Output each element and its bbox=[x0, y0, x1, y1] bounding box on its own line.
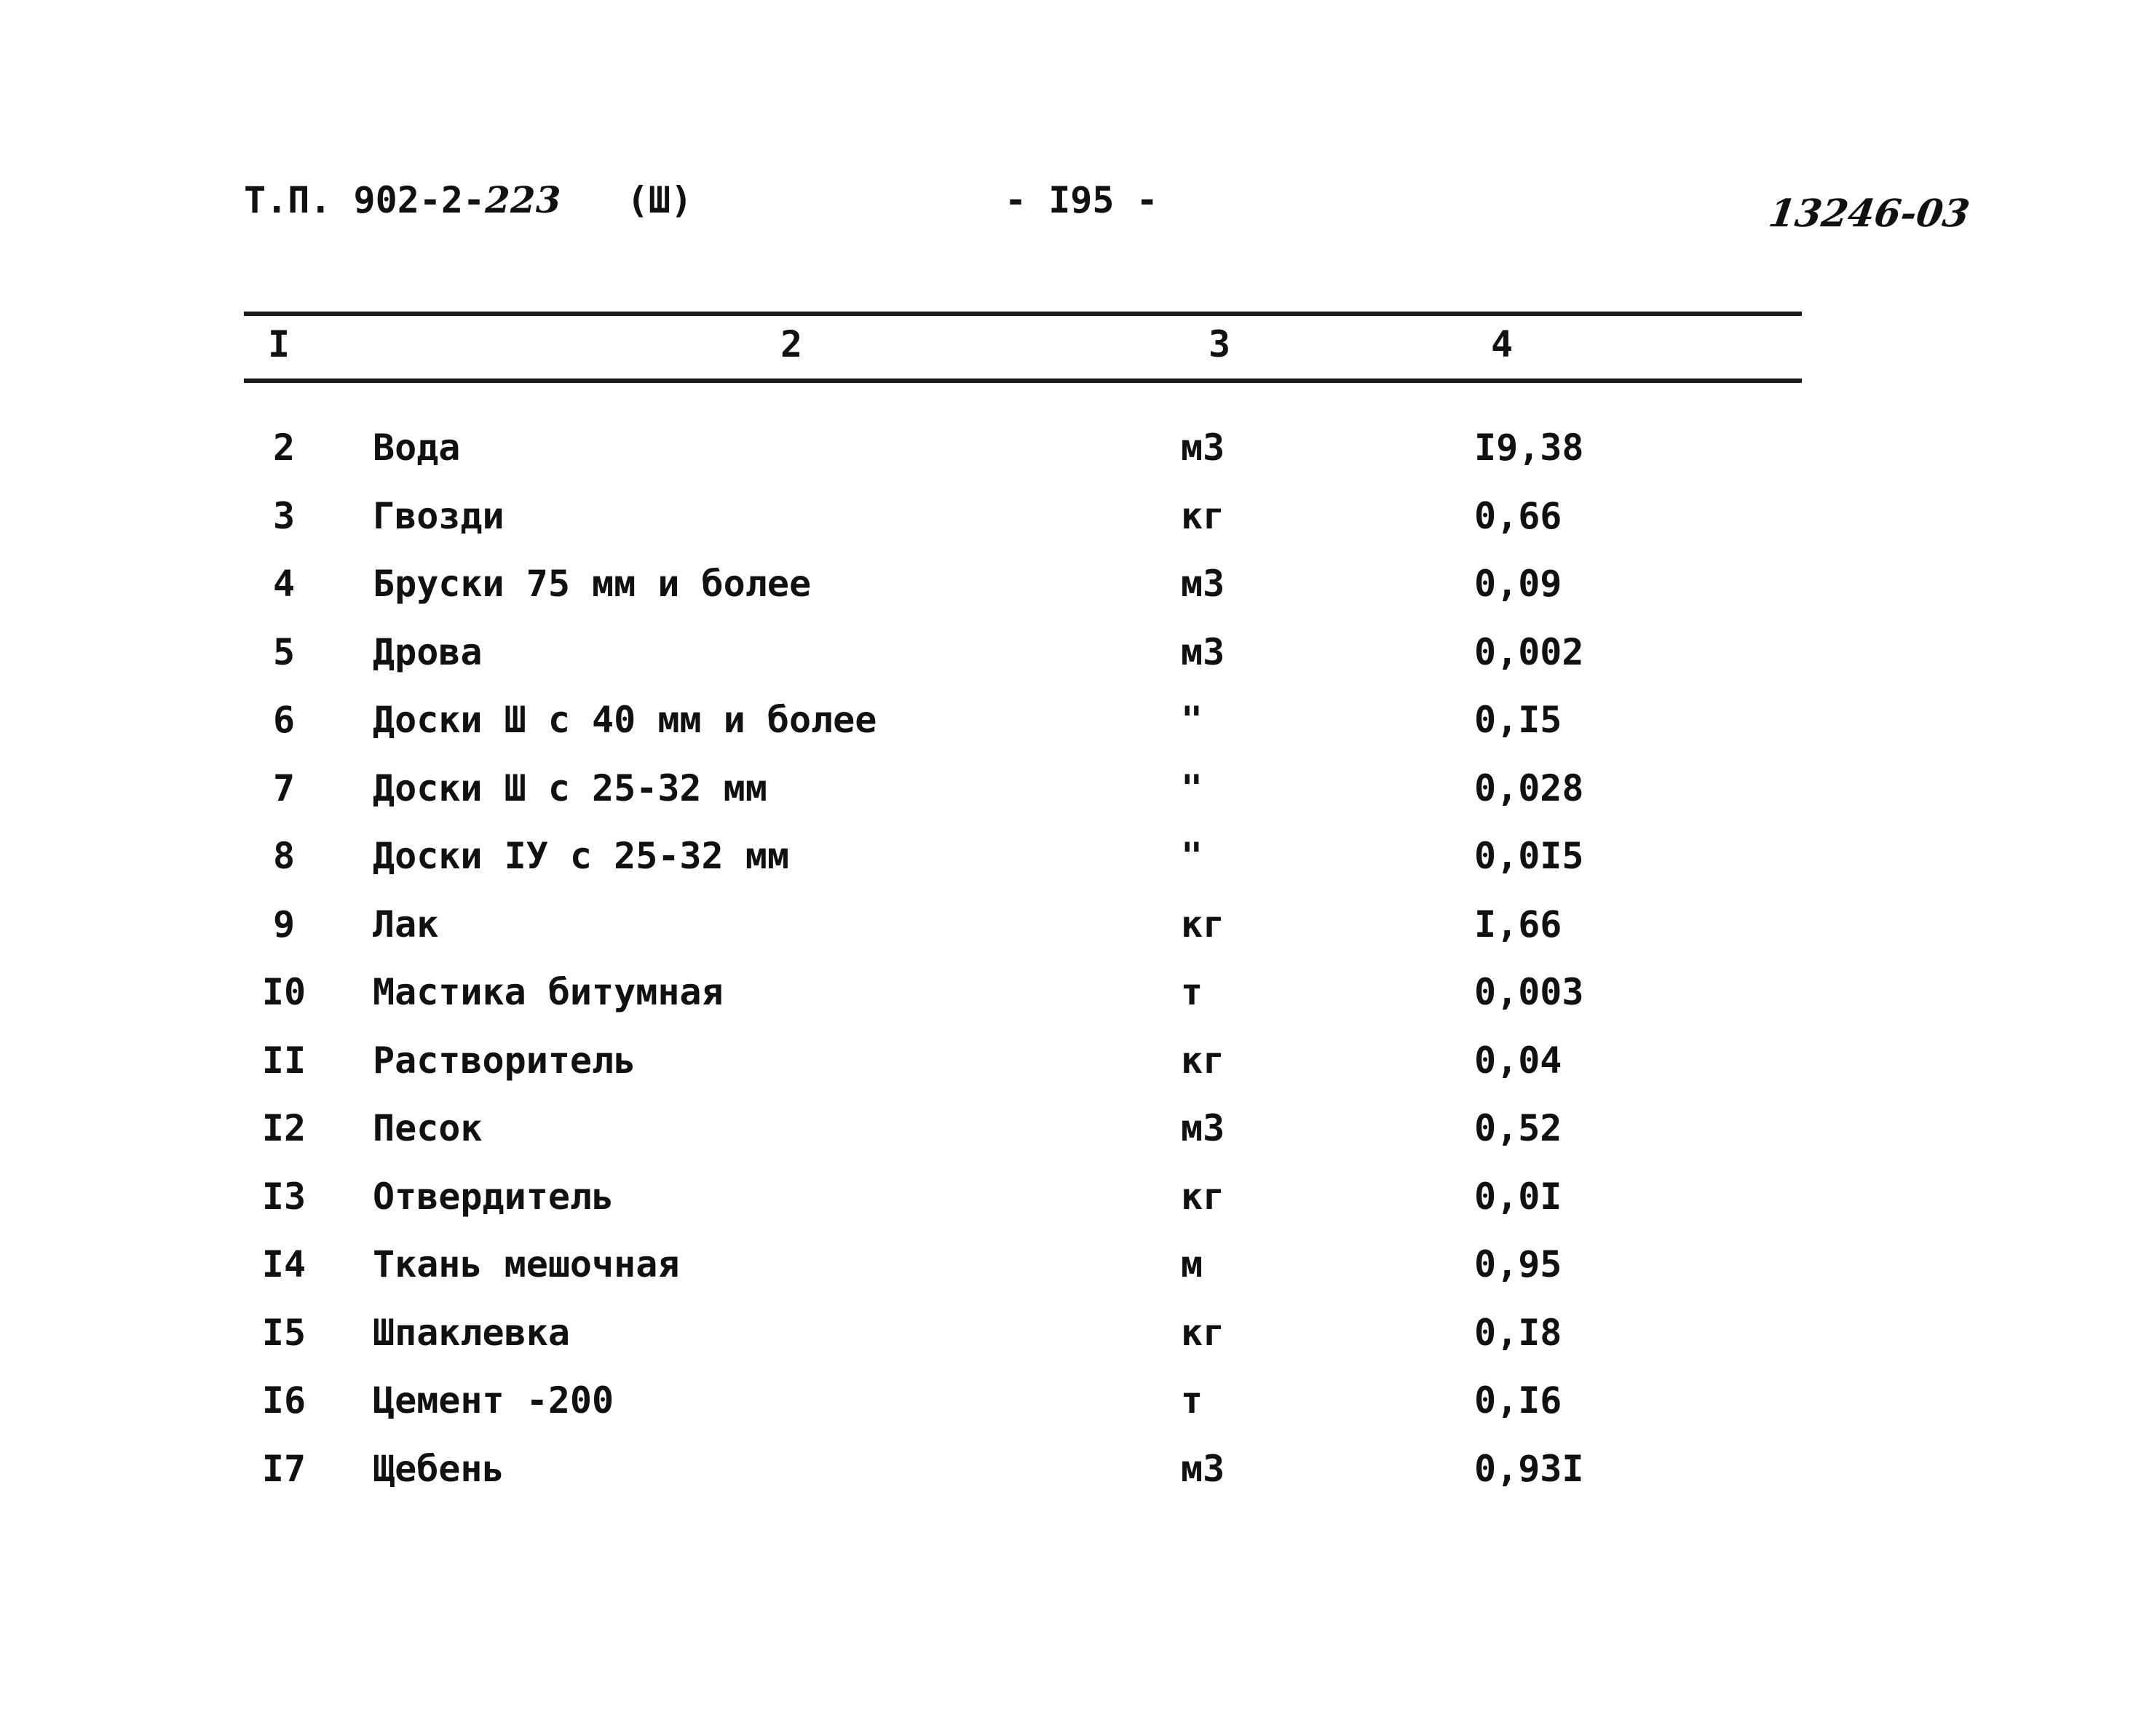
unit: кг bbox=[1181, 903, 1225, 946]
quantity: 0,I8 bbox=[1474, 1311, 1562, 1354]
material-name: Цемент -200 bbox=[373, 1379, 614, 1422]
table-row bbox=[0, 562, 2152, 630]
material-name: Доски IУ с 25-32 мм bbox=[373, 835, 789, 877]
row-number: 8 bbox=[272, 835, 296, 877]
material-name: Бруски 75 мм и более bbox=[373, 563, 812, 605]
quantity: 0,93I bbox=[1474, 1447, 1584, 1490]
table-row bbox=[0, 834, 2152, 903]
unit: т bbox=[1181, 1379, 1203, 1422]
row-number: 3 bbox=[272, 494, 296, 537]
column-header-4: 4 bbox=[1491, 323, 1514, 365]
row-number: 9 bbox=[272, 903, 296, 946]
row-number: I2 bbox=[261, 1107, 306, 1149]
material-name: Вода bbox=[373, 427, 461, 469]
row-number: 6 bbox=[272, 699, 296, 741]
quantity: 0,I5 bbox=[1474, 699, 1562, 741]
row-number: I7 bbox=[261, 1447, 306, 1490]
row-number: 5 bbox=[272, 630, 296, 673]
unit: м3 bbox=[1181, 563, 1225, 605]
material-name: Лак bbox=[373, 903, 439, 946]
material-name: Растворитель bbox=[373, 1039, 636, 1082]
table-row bbox=[0, 766, 2152, 835]
table-row bbox=[0, 970, 2152, 1039]
unit: т bbox=[1181, 971, 1203, 1013]
table-row bbox=[0, 1242, 2152, 1311]
table-row bbox=[0, 698, 2152, 766]
document-code-suffix: (Ш) bbox=[626, 179, 693, 221]
unit: " bbox=[1181, 699, 1203, 741]
quantity: 0,52 bbox=[1474, 1107, 1562, 1149]
material-name: Щебень bbox=[373, 1447, 505, 1490]
row-number: I6 bbox=[261, 1379, 306, 1422]
row-number: I4 bbox=[261, 1243, 306, 1285]
material-name: Песок bbox=[373, 1107, 483, 1149]
table-row bbox=[0, 1379, 2152, 1447]
document-code-prefix: Т.П. 902-2- bbox=[244, 179, 486, 221]
table-top-rule bbox=[244, 312, 1802, 316]
table-row bbox=[0, 426, 2152, 494]
quantity: 0,0I bbox=[1474, 1175, 1562, 1218]
material-name: Шпаклевка bbox=[373, 1311, 570, 1354]
table-row bbox=[0, 494, 2152, 563]
column-header-2: 2 bbox=[780, 323, 803, 365]
table-row bbox=[0, 1447, 2152, 1515]
quantity: 0,04 bbox=[1474, 1039, 1562, 1082]
unit: кг bbox=[1181, 1311, 1225, 1354]
unit: м3 bbox=[1181, 1447, 1225, 1490]
table-row bbox=[0, 903, 2152, 971]
unit: " bbox=[1181, 766, 1203, 809]
quantity: 0,028 bbox=[1474, 766, 1584, 809]
column-header-3: 3 bbox=[1208, 323, 1231, 365]
row-number: I0 bbox=[261, 971, 306, 1013]
table-row bbox=[0, 1311, 2152, 1379]
quantity: I9,38 bbox=[1474, 427, 1584, 469]
archive-number: 13246-03 bbox=[1765, 191, 1973, 236]
material-name: Доски Ш с 40 мм и более bbox=[373, 699, 877, 741]
page-number: - I95 - bbox=[1005, 179, 1158, 221]
quantity: 0,09 bbox=[1474, 563, 1562, 605]
material-name: Доски Ш с 25-32 мм bbox=[373, 766, 767, 809]
row-number: II bbox=[261, 1039, 306, 1082]
quantity: 0,003 bbox=[1474, 971, 1584, 1013]
table-row bbox=[0, 1106, 2152, 1175]
row-number: 2 bbox=[272, 427, 296, 469]
document-code bbox=[244, 178, 693, 221]
row-number: 4 bbox=[272, 563, 296, 605]
quantity: 0,0I5 bbox=[1474, 835, 1584, 877]
row-number: 7 bbox=[272, 766, 296, 809]
unit: м bbox=[1181, 1243, 1203, 1285]
material-name: Мастика битумная bbox=[373, 971, 724, 1013]
material-name: Ткань мешочная bbox=[373, 1243, 680, 1285]
material-name: Гвозди bbox=[373, 494, 505, 537]
unit: " bbox=[1181, 835, 1203, 877]
unit: м3 bbox=[1181, 1107, 1225, 1149]
table-body bbox=[0, 426, 2152, 1515]
material-name: Дрова bbox=[373, 630, 483, 673]
table-header-rule bbox=[244, 378, 1802, 383]
material-name: Отвердитель bbox=[373, 1175, 614, 1218]
table-row bbox=[0, 630, 2152, 699]
table-row bbox=[0, 1039, 2152, 1107]
unit: кг bbox=[1181, 1175, 1225, 1218]
unit: м3 bbox=[1181, 630, 1225, 673]
quantity: 0,I6 bbox=[1474, 1379, 1562, 1422]
table-row bbox=[0, 1175, 2152, 1243]
quantity: 0,66 bbox=[1474, 494, 1562, 537]
quantity: 0,95 bbox=[1474, 1243, 1562, 1285]
quantity: I,66 bbox=[1474, 903, 1562, 946]
row-number: I5 bbox=[261, 1311, 306, 1354]
document-code-handwritten: 223 bbox=[485, 178, 561, 221]
row-number: I3 bbox=[261, 1175, 306, 1218]
unit: кг bbox=[1181, 1039, 1225, 1082]
quantity: 0,002 bbox=[1474, 630, 1584, 673]
unit: м3 bbox=[1181, 427, 1225, 469]
column-header-1: I bbox=[268, 323, 290, 365]
unit: кг bbox=[1181, 494, 1225, 537]
